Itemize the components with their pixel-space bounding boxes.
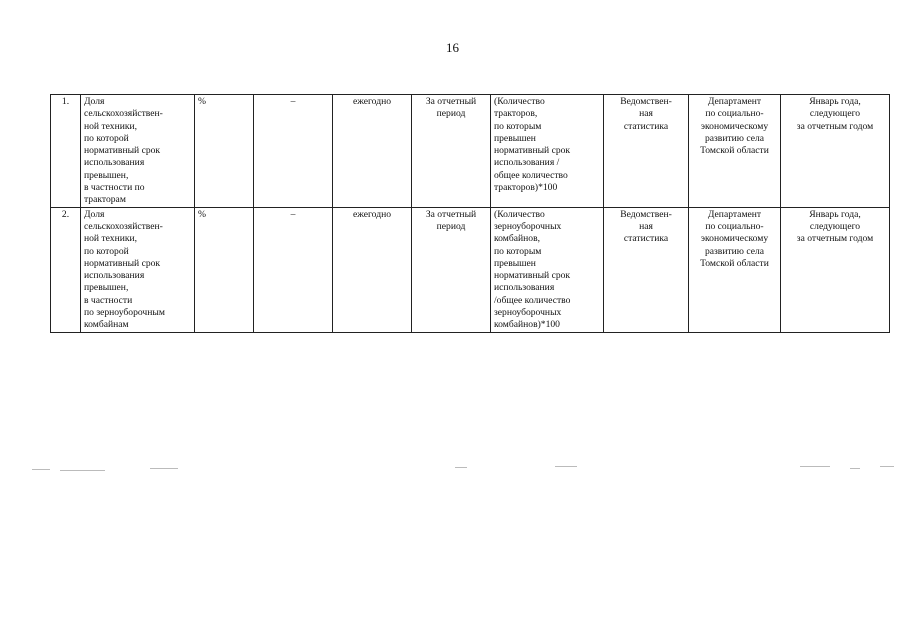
scan-speck — [150, 468, 178, 469]
scan-speck — [800, 466, 830, 467]
row-number: 2. — [51, 207, 81, 332]
scan-speck — [455, 467, 467, 468]
page-number: 16 — [446, 40, 459, 55]
data-source: Ведомствен- ная статистика — [604, 207, 689, 332]
table-row — [51, 95, 890, 208]
scan-speck — [32, 469, 50, 470]
unit-of-measure: % — [195, 207, 254, 332]
scan-speck — [850, 468, 860, 469]
scan-speck — [880, 466, 894, 467]
base-value: – — [254, 207, 333, 332]
indicators-table — [50, 94, 890, 333]
responsible-body: Департамент по социально- экономическому развитию села Томской области — [689, 207, 781, 332]
calculation-formula: (Количество зерноуборочных комбайнов, по которым превышен нормативный срок использования /общее количество зерноуборочных комбайнов)*100 — [491, 207, 604, 332]
scan-speck — [555, 466, 577, 467]
responsible-body: Департамент по социально- экономическому развитию села Томской области — [689, 95, 781, 208]
time-characteristic: За отчетный период — [412, 207, 491, 332]
collection-deadline: Январь года, следующего за отчетным годом — [781, 95, 890, 208]
scan-speck — [60, 470, 105, 471]
frequency: ежегодно — [333, 95, 412, 208]
calculation-formula: (Количество тракторов, по которым превышен нормативный срок использования / общее количество тракторов)*100 — [491, 95, 604, 208]
collection-deadline: Январь года, следующего за отчетным годом — [781, 207, 890, 332]
row-number: 1. — [51, 95, 81, 208]
indicator-name: Доля сельскохозяйствен- ной техники, по которой нормативный срок использования превышен, в частности по зерноуборочным комбайнам — [81, 207, 195, 332]
unit-of-measure: % — [195, 95, 254, 208]
indicator-name: Доля сельскохозяйствен- ной техники, по которой нормативный срок использования превышен, в частности по тракторам — [81, 95, 195, 208]
frequency: ежегодно — [333, 207, 412, 332]
scan-artifacts — [0, 466, 905, 476]
time-characteristic: За отчетный период — [412, 95, 491, 208]
data-source: Ведомствен- ная статистика — [604, 95, 689, 208]
table-row — [51, 207, 890, 332]
base-value: – — [254, 95, 333, 208]
